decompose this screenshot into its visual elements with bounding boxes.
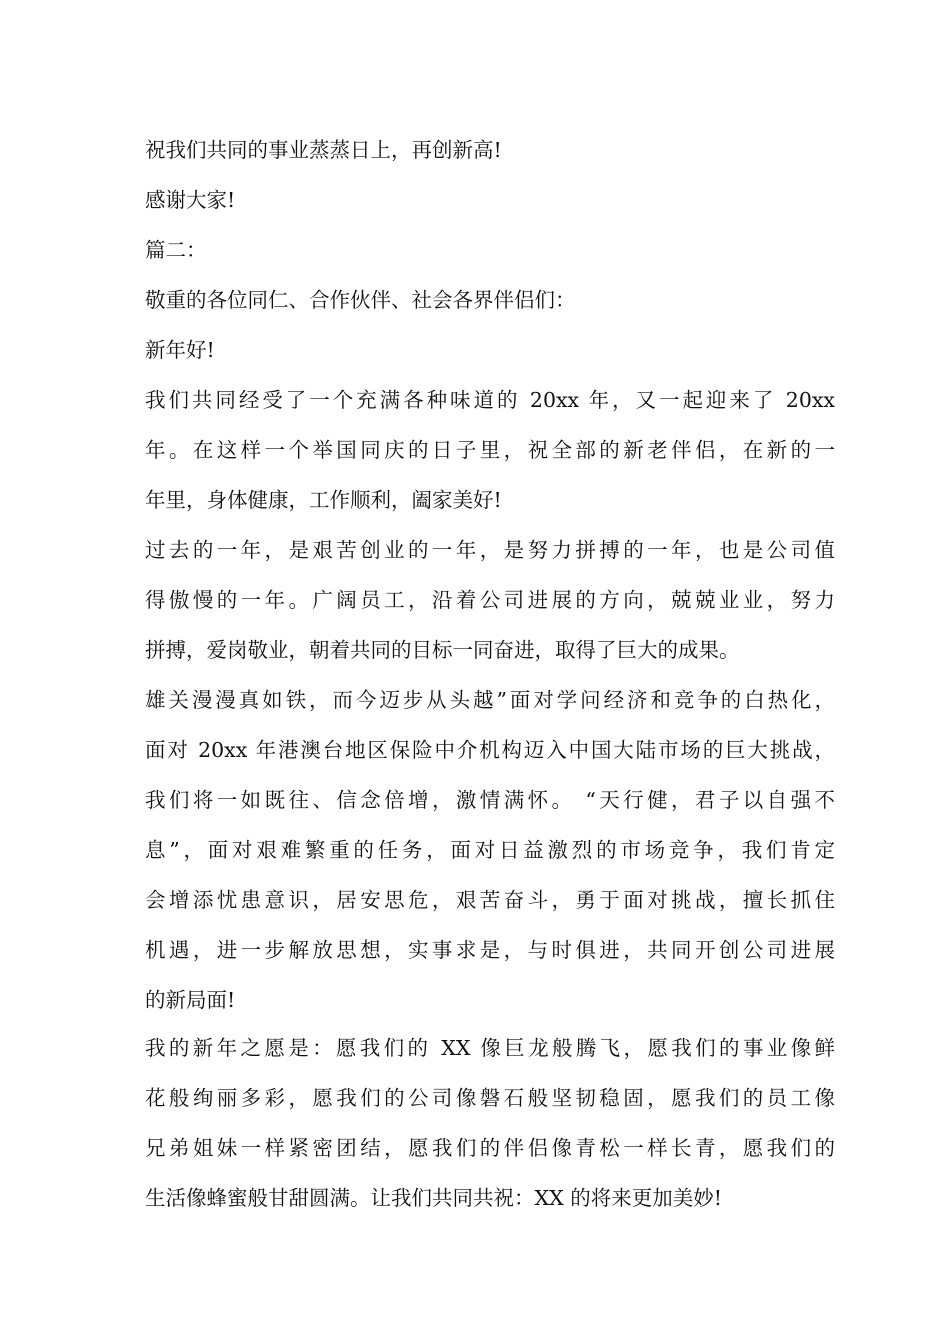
text-line: 年里，身体健康，工作顺利，阖家美好!: [145, 488, 502, 512]
text-line: 篇二：: [145, 238, 207, 262]
text-line: 祝我们共同的事业蒸蒸日上，再创新高!: [145, 138, 502, 162]
text-line: 息”，面对艰难繁重的任务，面对日益激烈的市场竞争，我们肯定: [145, 838, 835, 862]
text-line: 年。在这样一个举国同庆的日子里，祝全部的新老伴侣，在新的一: [145, 438, 835, 462]
text-line: 我们共同经受了一个充满各种味道的 20xx 年，又一起迎来了 20xx: [145, 388, 835, 412]
text-line: 我的新年之愿是：愿我们的 XX 像巨龙般腾飞，愿我们的事业像鲜: [145, 1036, 835, 1060]
text-line: 拼搏，爱岗敬业，朝着共同的目标一同奋进，取得了巨大的成果。: [145, 638, 740, 662]
text-line: 感谢大家!: [145, 188, 236, 212]
text-line: 新年好!: [145, 338, 215, 362]
text-line: 敬重的各位同仁、合作伙伴、社会各界伴侣们：: [145, 288, 576, 312]
text-line: 得傲慢的一年。广阔员工，沿着公司进展的方向，兢兢业业，努力: [145, 588, 835, 612]
text-line: 花般绚丽多彩，愿我们的公司像磐石般坚韧稳固，愿我们的员工像: [145, 1086, 835, 1110]
text-line: 我们将一如既往、信念倍增，激情满怀。 “天行健，君子以自强不: [145, 788, 835, 812]
text-line: 的新局面!: [145, 988, 236, 1012]
text-line: 机遇，进一步解放思想，实事求是，与时俱进，共同开创公司进展: [145, 938, 835, 962]
text-line: 过去的一年，是艰苦创业的一年，是努力拼搏的一年，也是公司值: [145, 538, 835, 562]
text-line: 兄弟姐妹一样紧密团结，愿我们的伴侣像青松一样长青，愿我们的: [145, 1136, 835, 1160]
text-line: 面对 20xx 年港澳台地区保险中介机构迈入中国大陆市场的巨大挑战，: [145, 738, 835, 762]
text-line: 会增添忧患意识，居安思危，艰苦奋斗，勇于面对挑战，擅长抓住: [145, 888, 835, 912]
text-line: 雄关漫漫真如铁，而今迈步从头越”面对学问经济和竞争的白热化，: [145, 688, 835, 712]
text-line: 生活像蜂蜜般甘甜圆满。让我们共同共祝：XX 的将来更加美妙!: [145, 1186, 722, 1210]
